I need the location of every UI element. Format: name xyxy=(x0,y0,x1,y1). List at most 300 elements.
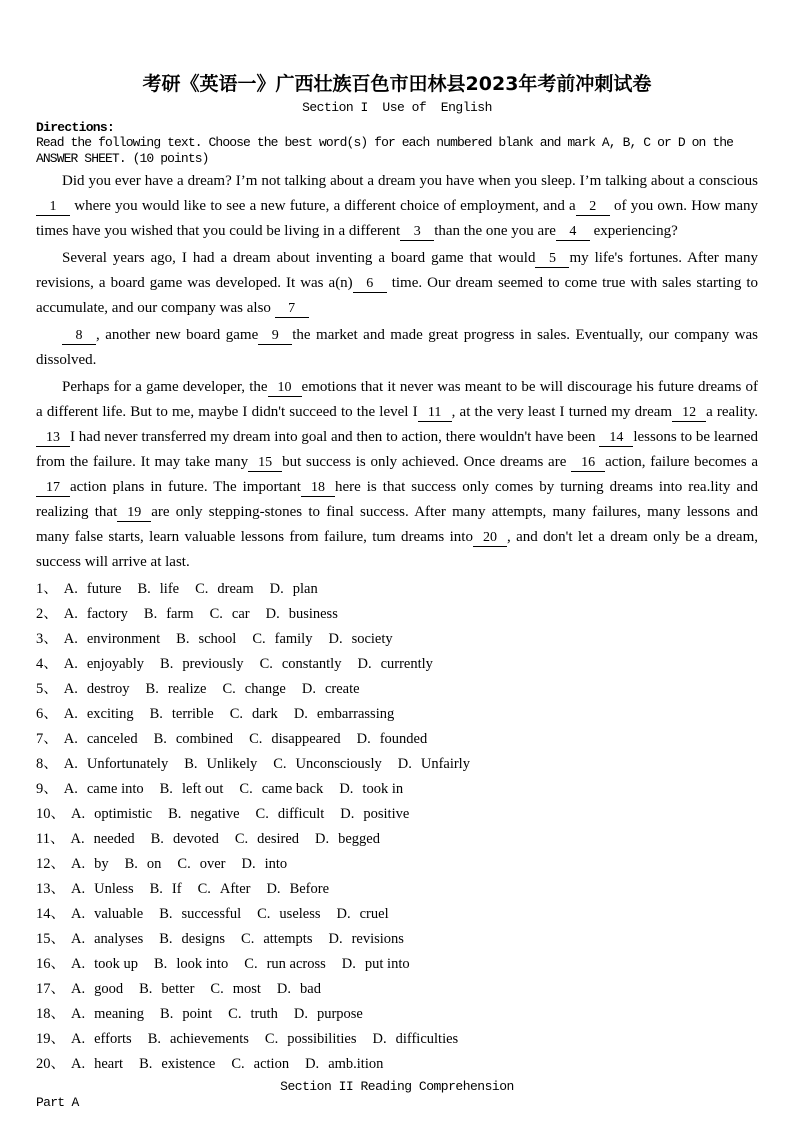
option-text: begged xyxy=(338,831,380,847)
directions-label: Directions: xyxy=(36,120,115,135)
option-text: desired xyxy=(257,831,300,847)
question-number: 7、 xyxy=(36,731,58,747)
option-label: A. xyxy=(63,681,78,697)
question-number: 15、 xyxy=(36,931,65,947)
option-label: A. xyxy=(63,706,78,722)
option-text: previously xyxy=(182,656,244,672)
option-label: B. xyxy=(160,656,174,672)
question-14-option-B xyxy=(159,906,241,922)
option-text: look into xyxy=(176,956,229,972)
option-text: enjoyably xyxy=(86,656,145,672)
option-text: After xyxy=(219,881,251,897)
question-11-option-B xyxy=(151,831,219,847)
question-15 xyxy=(36,927,758,952)
question-number: 9、 xyxy=(36,781,58,797)
cloze-blank-5: 5 xyxy=(535,250,569,268)
passage-paragraph-1: Did you ever have a dream? I’m not talking about a dream you have when you sleep. I’m talking about a conscious 1 where you would like to see a new future, a different choice of employment, and a 2 of you own. How many times have you wished that you could be living in a different 3 than the one you are 4 experiencing? xyxy=(36,173,758,239)
question-15-option-D xyxy=(328,931,403,947)
option-text: Unconsciously xyxy=(295,756,382,772)
option-text: Unless xyxy=(94,881,134,897)
option-label: C. xyxy=(228,1006,242,1022)
question-number: 10、 xyxy=(36,806,65,822)
option-label: A. xyxy=(71,931,86,947)
cloze-blank-7: 7 xyxy=(275,300,309,318)
option-text: Unlikely xyxy=(206,756,258,772)
question-7-option-A xyxy=(64,731,138,747)
option-text: factory xyxy=(86,606,128,622)
option-text: constantly xyxy=(281,656,342,672)
option-text: took in xyxy=(362,781,404,797)
option-text: attempts xyxy=(263,931,313,947)
option-text: left out xyxy=(181,781,224,797)
question-11-option-D xyxy=(315,831,380,847)
question-19-option-B xyxy=(148,1031,249,1047)
option-text: canceled xyxy=(86,731,138,747)
option-label: D. xyxy=(265,606,280,622)
option-text: exciting xyxy=(86,706,134,722)
question-13-option-A xyxy=(71,881,134,897)
option-label: D. xyxy=(341,956,356,972)
option-text: car xyxy=(231,606,250,622)
cloze-blank-11: 11 xyxy=(418,404,452,422)
question-8-option-D xyxy=(398,756,470,772)
option-label: B. xyxy=(159,931,173,947)
option-text: society xyxy=(351,631,393,647)
option-label: D. xyxy=(340,806,355,822)
option-text: truth xyxy=(250,1006,278,1022)
question-12 xyxy=(36,852,758,877)
question-7 xyxy=(36,727,758,752)
option-text: school xyxy=(198,631,237,647)
question-18-option-B xyxy=(160,1006,212,1022)
option-label: A. xyxy=(70,831,85,847)
question-10-option-A xyxy=(71,806,152,822)
question-4-option-C xyxy=(260,656,342,672)
cloze-blank-2: 2 xyxy=(576,198,610,216)
option-label: D. xyxy=(328,631,343,647)
cloze-blank-14: 14 xyxy=(599,429,633,447)
question-8 xyxy=(36,752,758,777)
question-13 xyxy=(36,877,758,902)
question-9-option-D xyxy=(339,781,403,797)
page-title: 考研《英语一》广西壮族百色市田林县2023年考前冲刺试卷 xyxy=(142,73,652,95)
option-label: D. xyxy=(276,981,292,997)
question-10-option-D xyxy=(340,806,409,822)
question-6-option-B xyxy=(150,706,214,722)
option-label: D. xyxy=(336,906,351,922)
option-text: good xyxy=(94,981,124,997)
option-label: C. xyxy=(234,831,249,847)
question-3 xyxy=(36,627,758,652)
option-label: B. xyxy=(159,906,173,922)
question-number: 4、 xyxy=(36,656,58,672)
option-text: better xyxy=(161,981,195,997)
option-text: currently xyxy=(380,656,433,672)
question-5-option-D xyxy=(302,681,360,697)
option-text: run across xyxy=(266,956,326,972)
cloze-blank-10: 10 xyxy=(268,379,302,397)
question-9-option-C xyxy=(239,781,323,797)
question-8-option-A xyxy=(64,756,168,772)
question-3-option-A xyxy=(64,631,160,647)
cloze-blank-18: 18 xyxy=(301,479,335,497)
question-13-option-B xyxy=(150,881,182,897)
option-label: B. xyxy=(150,831,164,847)
part-a-label: Part A xyxy=(36,1095,79,1110)
question-12-option-D xyxy=(241,856,287,872)
option-text: useless xyxy=(279,906,321,922)
option-text: Unfortunately xyxy=(86,756,169,772)
option-text: family xyxy=(274,631,313,647)
option-text: realize xyxy=(167,681,207,697)
question-13-option-C xyxy=(198,881,251,897)
cloze-blank-13: 13 xyxy=(36,429,70,447)
question-2-option-C xyxy=(210,606,250,622)
question-number: 18、 xyxy=(36,1006,65,1022)
option-label: D. xyxy=(301,681,316,697)
option-label: A. xyxy=(63,581,78,597)
question-number: 8、 xyxy=(36,756,58,772)
option-label: C. xyxy=(195,581,209,597)
question-20-option-A xyxy=(71,1056,123,1072)
option-text: action xyxy=(253,1056,290,1072)
option-text: revisions xyxy=(351,931,404,947)
option-text: came back xyxy=(261,781,324,797)
question-18-option-C xyxy=(228,1006,278,1022)
option-label: D. xyxy=(241,856,256,872)
option-label: C. xyxy=(264,1031,279,1047)
option-text: purpose xyxy=(316,1006,363,1022)
question-2-option-A xyxy=(64,606,128,622)
option-text: achievements xyxy=(170,1031,249,1047)
question-4 xyxy=(36,652,758,677)
cloze-blank-8: 8 xyxy=(62,327,96,345)
question-number: 11、 xyxy=(36,831,65,847)
option-text: environment xyxy=(86,631,161,647)
option-text: cruel xyxy=(359,906,389,922)
question-9-option-A xyxy=(64,781,144,797)
option-label: A. xyxy=(63,781,78,797)
passage-paragraph-2: Several years ago, I had a dream about inventing a board game that would 5 my life's fortunes. After many revisions, a board game was developed. It was a(n) 6 time. Our dream seemed to come true with sales starting to accumulate, and our company was also 7 xyxy=(36,250,759,316)
option-text: possibilities xyxy=(287,1031,357,1047)
question-20 xyxy=(36,1052,758,1077)
option-label: C. xyxy=(229,706,244,722)
question-9 xyxy=(36,777,758,802)
question-6-option-D xyxy=(294,706,394,722)
option-label: A. xyxy=(63,756,78,772)
option-text: successful xyxy=(181,906,242,922)
question-number: 2、 xyxy=(36,606,58,622)
question-number: 20、 xyxy=(36,1056,65,1072)
question-19-option-C xyxy=(265,1031,357,1047)
question-number: 1、 xyxy=(36,581,58,597)
option-label: C. xyxy=(252,631,266,647)
option-text: difficult xyxy=(277,806,325,822)
option-text: meaning xyxy=(94,1006,145,1022)
option-text: embarrassing xyxy=(316,706,395,722)
question-7-option-C xyxy=(249,731,341,747)
question-16 xyxy=(36,952,758,977)
option-label: A. xyxy=(71,956,86,972)
option-text: If xyxy=(171,881,182,897)
question-17-option-B xyxy=(139,981,194,997)
option-label: C. xyxy=(197,881,211,897)
option-label: D. xyxy=(266,881,281,897)
question-11 xyxy=(36,827,758,852)
cloze-blank-19: 19 xyxy=(117,504,151,522)
option-label: B. xyxy=(176,631,190,647)
question-17-option-D xyxy=(277,981,321,997)
option-text: amb.ition xyxy=(328,1056,384,1072)
cloze-blank-15: 15 xyxy=(248,454,282,472)
question-18 xyxy=(36,1002,758,1027)
option-text: difficulties xyxy=(395,1031,459,1047)
option-label: A. xyxy=(63,656,78,672)
question-2 xyxy=(36,602,758,627)
section2-heading: Section II Reading Comprehension xyxy=(280,1079,514,1094)
question-number: 13、 xyxy=(36,881,65,897)
question-number: 3、 xyxy=(36,631,58,647)
option-label: C. xyxy=(210,981,224,997)
option-label: D. xyxy=(293,706,308,722)
option-text: Before xyxy=(289,881,330,897)
question-19-option-A xyxy=(71,1031,132,1047)
option-text: terrible xyxy=(171,706,214,722)
option-label: B. xyxy=(184,756,198,772)
option-label: A. xyxy=(71,906,86,922)
question-number: 12、 xyxy=(36,856,65,872)
question-6 xyxy=(36,702,758,727)
option-label: B. xyxy=(139,981,153,997)
option-text: plan xyxy=(292,581,318,597)
option-label: A. xyxy=(71,1056,86,1072)
question-17-option-A xyxy=(71,981,123,997)
option-text: devoted xyxy=(172,831,219,847)
question-number: 17、 xyxy=(36,981,65,997)
option-label: B. xyxy=(137,581,151,597)
option-label: D. xyxy=(339,781,354,797)
option-label: D. xyxy=(269,581,284,597)
option-text: designs xyxy=(181,931,226,947)
option-text: analyses xyxy=(94,931,144,947)
question-15-option-C xyxy=(241,931,312,947)
option-label: B. xyxy=(159,781,173,797)
question-20-option-D xyxy=(305,1056,383,1072)
cloze-blank-16: 16 xyxy=(571,454,605,472)
question-7-option-D xyxy=(357,731,428,747)
option-label: A. xyxy=(63,631,78,647)
question-14 xyxy=(36,902,758,927)
option-text: negative xyxy=(190,806,240,822)
option-label: C. xyxy=(249,731,263,747)
question-10-option-B xyxy=(168,806,239,822)
option-label: A. xyxy=(71,1006,86,1022)
option-text: founded xyxy=(379,731,428,747)
question-14-option-A xyxy=(71,906,143,922)
question-12-option-C xyxy=(177,856,225,872)
question-number: 14、 xyxy=(36,906,65,922)
question-16-option-C xyxy=(244,956,326,972)
option-label: B. xyxy=(149,706,163,722)
question-2-option-D xyxy=(266,606,338,622)
question-9-option-B xyxy=(160,781,224,797)
cloze-blank-12: 12 xyxy=(672,404,706,422)
option-label: C. xyxy=(231,1056,245,1072)
option-label: D. xyxy=(397,756,412,772)
option-text: on xyxy=(146,856,162,872)
option-text: dream xyxy=(217,581,254,597)
option-text: destroy xyxy=(86,681,130,697)
question-14-option-D xyxy=(337,906,389,922)
question-3-option-B xyxy=(176,631,236,647)
cloze-blank-3: 3 xyxy=(400,223,434,241)
question-6-option-A xyxy=(64,706,134,722)
question-13-option-D xyxy=(266,881,329,897)
question-16-option-A xyxy=(71,956,138,972)
option-text: came into xyxy=(86,781,144,797)
option-text: disappeared xyxy=(271,731,341,747)
question-list xyxy=(36,577,758,1077)
question-1-option-D xyxy=(270,581,318,597)
option-text: life xyxy=(159,581,180,597)
option-text: efforts xyxy=(94,1031,132,1047)
option-label: D. xyxy=(372,1031,387,1047)
question-5 xyxy=(36,677,758,702)
option-label: B. xyxy=(153,731,167,747)
option-label: B. xyxy=(145,681,159,697)
option-text: bad xyxy=(300,981,321,997)
option-text: into xyxy=(264,856,288,872)
option-label: B. xyxy=(143,606,158,622)
option-label: C. xyxy=(222,681,236,697)
question-7-option-B xyxy=(154,731,233,747)
option-label: C. xyxy=(239,781,253,797)
question-number: 19、 xyxy=(36,1031,65,1047)
option-text: needed xyxy=(93,831,135,847)
option-text: existence xyxy=(161,1056,216,1072)
option-text: valuable xyxy=(94,906,144,922)
question-3-option-C xyxy=(252,631,312,647)
question-5-option-A xyxy=(64,681,130,697)
question-10-option-C xyxy=(256,806,325,822)
option-text: future xyxy=(86,581,122,597)
option-label: A. xyxy=(63,606,78,622)
passage xyxy=(36,169,758,575)
cloze-blank-4: 4 xyxy=(556,223,590,241)
option-label: D. xyxy=(357,656,372,672)
option-text: took up xyxy=(94,956,139,972)
question-8-option-B xyxy=(184,756,257,772)
passage-paragraph-4: Perhaps for a game developer, the 10 emotions that it never was meant to be will discourage his future dreams of a different life. But to me, maybe I didn't succeed to the level I 11 , at the very least I turned my dream 12 a reality. 13 I had never transferred my dream into goal and then to action, there wouldn't have been 14 lessons to be learned from the failure. It may take many 15 but success is only achieved. Once dreams are 16 action, failure becomes a 17 action plans in future. The important 18 here is that success only comes by turning dreams into rea.lity and realizing that 19 are only stepping-stones to final success. After many attempts, many failures, many lessons and many false starts, learn valuable lessons from failure, tum dreams into 20 , and don't let a dream only be a dream, success will arrive at last. xyxy=(36,379,758,570)
question-number: 6、 xyxy=(36,706,58,722)
option-label: B. xyxy=(154,956,168,972)
question-20-option-C xyxy=(231,1056,289,1072)
cloze-blank-20: 20 xyxy=(473,529,507,547)
option-text: optimistic xyxy=(94,806,153,822)
question-2-option-B xyxy=(144,606,194,622)
question-number: 16、 xyxy=(36,956,65,972)
question-11-option-C xyxy=(235,831,299,847)
option-label: A. xyxy=(71,856,86,872)
question-17-option-C xyxy=(210,981,261,997)
question-4-option-B xyxy=(160,656,244,672)
question-6-option-C xyxy=(230,706,278,722)
option-label: A. xyxy=(71,806,86,822)
option-text: dark xyxy=(252,706,278,722)
option-text: put into xyxy=(364,956,410,972)
question-1-option-A xyxy=(64,581,122,597)
option-label: C. xyxy=(255,806,269,822)
option-label: C. xyxy=(177,856,191,872)
option-label: D. xyxy=(315,831,330,847)
option-label: C. xyxy=(257,906,271,922)
question-12-option-A xyxy=(71,856,109,872)
option-text: heart xyxy=(94,1056,124,1072)
option-label: A. xyxy=(71,981,86,997)
question-4-option-D xyxy=(357,656,432,672)
section1-heading: Section I Use of English xyxy=(302,100,492,115)
question-5-option-C xyxy=(222,681,285,697)
option-text: Unfairly xyxy=(420,756,470,772)
option-text: positive xyxy=(363,806,410,822)
question-18-option-A xyxy=(71,1006,144,1022)
question-14-option-C xyxy=(257,906,320,922)
question-3-option-D xyxy=(328,631,392,647)
option-text: by xyxy=(94,856,109,872)
option-text: business xyxy=(288,606,338,622)
question-number: 5、 xyxy=(36,681,58,697)
option-label: B. xyxy=(168,806,182,822)
question-17 xyxy=(36,977,758,1002)
option-text: point xyxy=(182,1006,213,1022)
question-20-option-B xyxy=(139,1056,215,1072)
option-text: over xyxy=(199,856,226,872)
option-label: C. xyxy=(241,931,255,947)
question-18-option-D xyxy=(294,1006,363,1022)
question-5-option-B xyxy=(146,681,207,697)
option-label: D. xyxy=(328,931,343,947)
option-text: combined xyxy=(175,731,234,747)
option-label: C. xyxy=(244,956,258,972)
option-text: most xyxy=(232,981,261,997)
option-label: D. xyxy=(293,1006,308,1022)
question-19 xyxy=(36,1027,758,1052)
question-19-option-D xyxy=(373,1031,459,1047)
question-1 xyxy=(36,577,758,602)
passage-paragraph-3: 8 , another new board game 9 the market and made great progress in sales. Eventually, our company was dissolved. xyxy=(36,327,758,368)
option-label: A. xyxy=(71,881,86,897)
cloze-blank-6: 6 xyxy=(353,275,387,293)
option-label: D. xyxy=(305,1056,320,1072)
option-label: B. xyxy=(147,1031,161,1047)
option-label: C. xyxy=(209,606,223,622)
cloze-blank-1: 1 xyxy=(36,198,70,216)
directions-text: Read the following text. Choose the best word(s) for each numbered blank and mark A, B, C or D on the ANSWER SHEET. (10 points) xyxy=(36,135,734,166)
option-label: B. xyxy=(160,1006,174,1022)
question-1-option-C xyxy=(195,581,254,597)
question-15-option-A xyxy=(71,931,143,947)
option-label: B. xyxy=(124,856,138,872)
cloze-blank-9: 9 xyxy=(258,327,292,345)
option-label: A. xyxy=(63,731,78,747)
option-label: B. xyxy=(149,881,163,897)
question-4-option-A xyxy=(64,656,144,672)
option-label: B. xyxy=(139,1056,153,1072)
option-label: A. xyxy=(71,1031,86,1047)
question-8-option-C xyxy=(273,756,381,772)
option-text: farm xyxy=(166,606,194,622)
cloze-blank-17: 17 xyxy=(36,479,70,497)
